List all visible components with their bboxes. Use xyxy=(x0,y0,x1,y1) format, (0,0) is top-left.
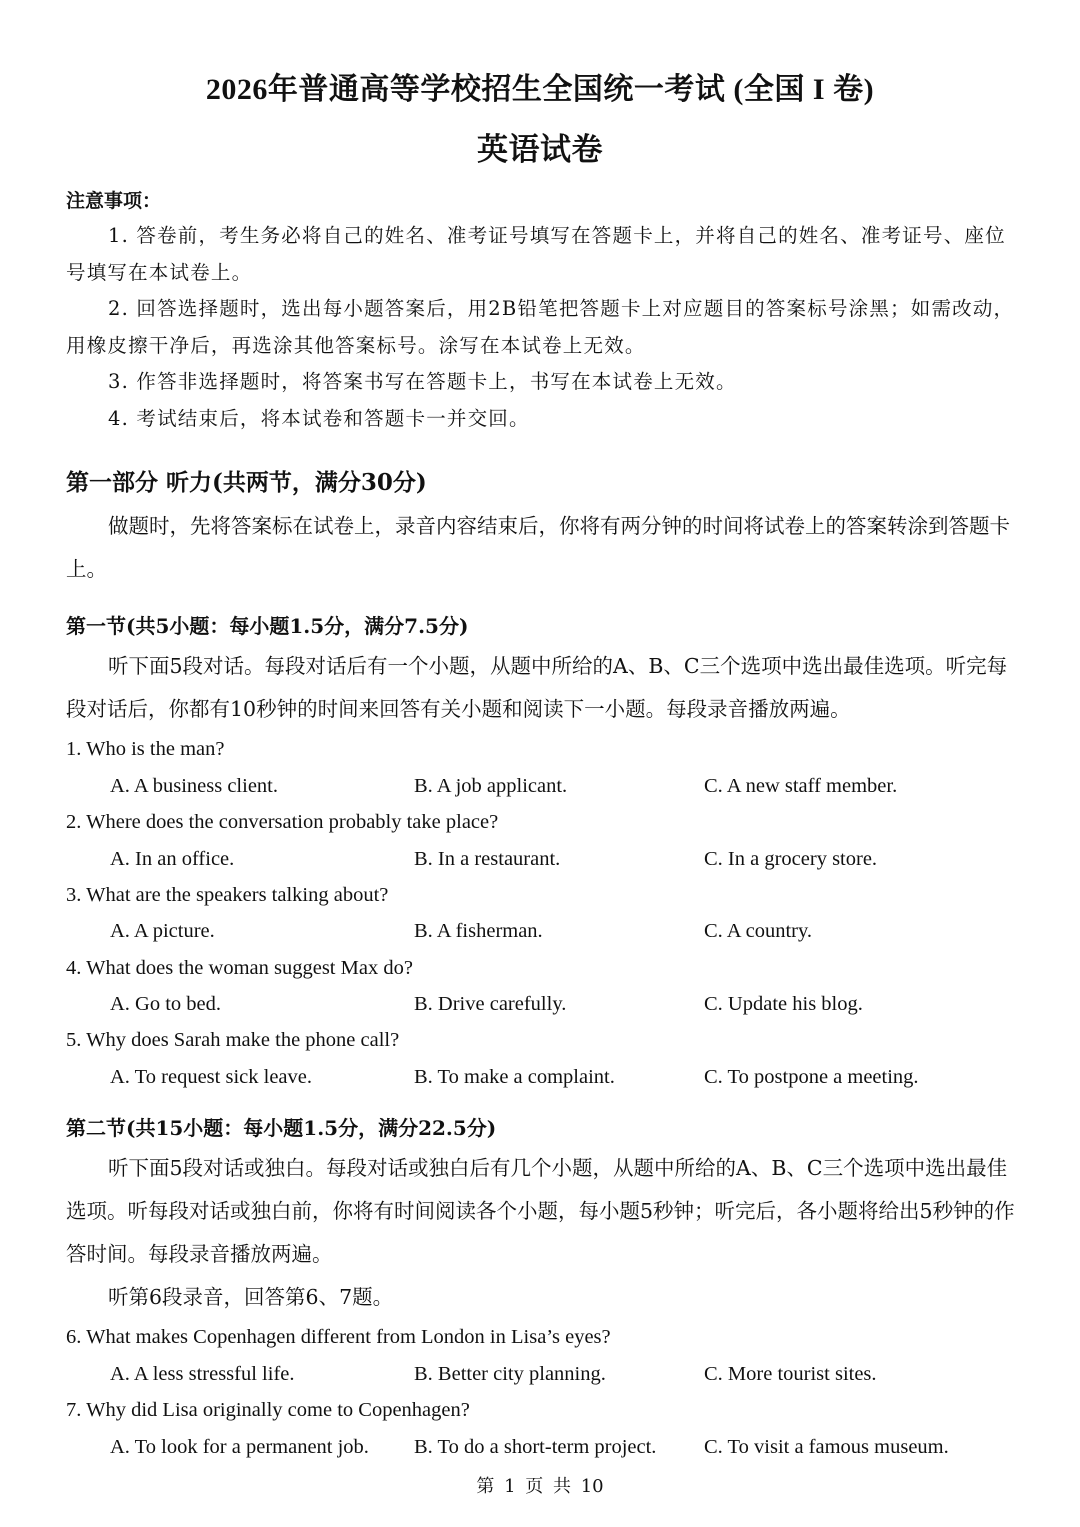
q3-option-b: B. A fisherman. xyxy=(414,920,543,942)
q4-option-b: B. Drive carefully. xyxy=(414,993,567,1015)
notice-item: 1. 答卷前，考生务必将自己的姓名、准考证号填写在答题卡上，并将自己的姓名、准考证号、座位号填写在本试卷上。 xyxy=(66,224,1006,284)
q2-option-c: C. In a grocery store. xyxy=(704,848,878,870)
notice-heading: 注意事项： xyxy=(66,190,162,212)
q7-option-a: A. To look for a permanent job. xyxy=(110,1436,369,1458)
q3-option-c: C. A country. xyxy=(704,920,813,942)
section1-intro xyxy=(66,645,1016,731)
section1-heading: 第一节(共5小题：每小题1.5分，满分7.5分) xyxy=(66,614,469,638)
section2-intro-text: 听下面5段对话或独白。每段对话或独白后有几个小题，从题中所给的A、B、C三个选项中选出最佳选项。听每段对话或独白前，你将有时间阅读各个小题，每小题5秒钟；听完后，各小题将给出5秒钟的作答时间。每段录音播放两遍。 xyxy=(66,1156,1015,1266)
recording-note: 听第6段录音，回答第6、7题。 xyxy=(108,1285,394,1309)
section1-intro-text: 听下面5段对话。每段对话后有一个小题，从题中所给的A、B、C三个选项中选出最佳选项。听完每段对话后，你都有10秒钟的时间来回答有关小题和阅读下一小题。每段录音播放两遍。 xyxy=(66,654,1008,721)
q5-option-c: C. To postpone a meeting. xyxy=(704,1066,919,1088)
part1-heading: 第一部分 听力(共两节，满分30分) xyxy=(66,469,427,496)
question-5: 5. Why does Sarah make the phone call? xyxy=(66,1029,400,1051)
q1-option-b: B. A job applicant. xyxy=(414,775,568,797)
question-1: 1. Who is the man? xyxy=(66,738,225,760)
section2-heading: 第二节(共15小题：每小题1.5分，满分22.5分) xyxy=(66,1116,497,1140)
part1-intro-text: 做题时，先将答案标在试卷上，录音内容结束后，你将有两分钟的时间将试卷上的答案转涂到答题卡上。 xyxy=(66,514,1010,581)
notice-item: 4. 考试结束后，将本试卷和答题卡一并交回。 xyxy=(108,406,530,430)
notice-item: 2. 回答选择题时，选出每小题答案后，用2B铅笔把答题卡上对应题目的答案标号涂黑；如需改动，用橡皮擦干净后，再选涂其他答案标号。涂写在本试卷上无效。 xyxy=(66,297,1015,357)
q2-option-a: A. In an office. xyxy=(110,848,235,870)
question-2: 2. Where does the conversation probably take place? xyxy=(66,811,499,833)
question-4: 4. What does the woman suggest Max do? xyxy=(66,957,413,979)
exam-subtitle: 英语试卷 xyxy=(477,132,603,167)
q1-option-c: C. A new staff member. xyxy=(704,775,898,797)
notice-item: 3. 作答非选择题时，将答案书写在答题卡上，书写在本试卷上无效。 xyxy=(108,370,737,393)
q4-option-a: A. Go to bed. xyxy=(110,993,222,1015)
q6-option-c: C. More tourist sites. xyxy=(704,1363,877,1385)
q1-option-a: A. A business client. xyxy=(110,775,278,797)
section2-intro xyxy=(66,1147,1016,1319)
q7-option-b: B. To do a short-term project. xyxy=(414,1436,657,1458)
q7-option-c: C. To visit a famous museum. xyxy=(704,1436,949,1458)
question-6: 6. What makes Copenhagen different from London in Lisa’s eyes? xyxy=(66,1326,611,1348)
q6-option-a: A. A less stressful life. xyxy=(110,1363,295,1385)
q4-option-c: C. Update his blog. xyxy=(704,993,863,1015)
q5-option-a: A. To request sick leave. xyxy=(110,1066,312,1088)
exam-title: 2026年普通高等学校招生全国统一考试 (全国 I 卷) xyxy=(205,73,875,106)
page-number: 第 1 页 共 10 xyxy=(476,1476,604,1497)
q2-option-b: B. In a restaurant. xyxy=(414,848,561,870)
q6-option-b: B. Better city planning. xyxy=(414,1363,606,1385)
question-3: 3. What are the speakers talking about? xyxy=(66,884,389,906)
q5-option-b: B. To make a complaint. xyxy=(414,1066,615,1088)
part1-intro xyxy=(66,505,1016,591)
q3-option-a: A. A picture. xyxy=(110,920,215,942)
notice-list xyxy=(66,218,1016,437)
question-7: 7. Why did Lisa originally come to Copenhagen? xyxy=(66,1399,470,1421)
